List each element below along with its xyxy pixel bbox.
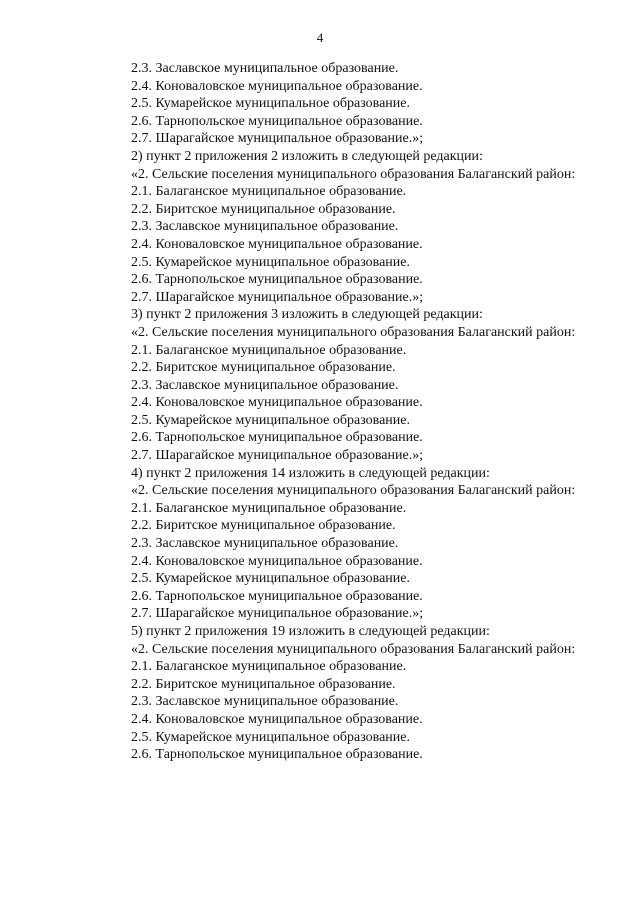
list-item: 2.4. Коноваловское муниципальное образование. [131, 711, 423, 727]
amendment-paragraph: 4) пункт 2 приложения 14 изложить в следующей редакции: [131, 465, 490, 481]
list-item: 2.2. Биритское муниципальное образование. [131, 360, 396, 376]
list-item: 2.5. Кумарейское муниципальное образование. [131, 729, 411, 745]
section-heading: «2. Сельские поселения муниципального образования Балаганский район: [131, 324, 576, 340]
list-item: 2.7. Шарагайское муниципальное образование.»; [131, 131, 424, 147]
list-item: 2.4. Коноваловское муниципальное образование. [131, 553, 423, 569]
list-item: 2.2. Биритское муниципальное образование. [131, 201, 396, 217]
list-item: 2.4. Коноваловское муниципальное образование. [131, 78, 423, 94]
list-item: 2.3. Заславское муниципальное образование. [131, 536, 399, 552]
list-item: 2.3. Заславское муниципальное образование. [131, 61, 399, 76]
list-item: 2.6. Тарнопольское муниципальное образование. [131, 113, 423, 129]
list-item: 2.2. Биритское муниципальное образование. [131, 518, 396, 534]
list-item: 2.2. Биритское муниципальное образование. [131, 676, 396, 692]
document-body [94, 60, 582, 764]
list-item: 2.3. Заславское муниципальное образование. [131, 694, 399, 710]
amendment-paragraph: 5) пункт 2 приложения 19 изложить в следующей редакции: [131, 624, 490, 639]
list-item: 2.7. Шарагайское муниципальное образование.»; [131, 448, 424, 464]
section-heading: «2. Сельские поселения муниципального образования Балаганский район: [131, 641, 576, 657]
list-item: 2.5. Кумарейское муниципальное образование. [131, 254, 411, 270]
list-item: 2.5. Кумарейское муниципальное образование. [131, 412, 411, 428]
list-item: 2.6. Тарнопольское муниципальное образование. [131, 430, 423, 446]
list-item: 2.4. Коноваловское муниципальное образование. [131, 236, 423, 252]
list-item: 2.1. Балаганское муниципальное образование. [131, 184, 407, 200]
list-item: 2.1. Балаганское муниципальное образование. [131, 500, 407, 516]
list-item: 2.1. Балаганское муниципальное образование. [131, 342, 407, 358]
list-item: 2.6. Тарнопольское муниципальное образование. [131, 747, 423, 763]
section-heading: «2. Сельские поселения муниципального образования Балаганский район: [131, 166, 576, 182]
list-item: 2.3. Заславское муниципальное образование. [131, 219, 399, 235]
list-item: 2.1. Балаганское муниципальное образование. [131, 659, 407, 675]
page-number: 4 [316, 30, 324, 45]
amendment-paragraph: 2) пункт 2 приложения 2 изложить в следующей редакции: [131, 148, 483, 164]
list-item: 2.7. Шарагайское муниципальное образование.»; [131, 289, 424, 305]
list-item: 2.3. Заславское муниципальное образование. [131, 377, 399, 393]
section-heading: «2. Сельские поселения муниципального образования Балаганский район: [131, 483, 576, 499]
list-item: 2.7. Шарагайское муниципальное образование.»; [131, 606, 424, 622]
list-item: 2.6. Тарнопольское муниципальное образование. [131, 588, 423, 604]
amendment-paragraph: 3) пункт 2 приложения 3 изложить в следующей редакции: [131, 307, 483, 323]
list-item: 2.4. Коноваловское муниципальное образование. [131, 395, 423, 411]
list-item: 2.5. Кумарейское муниципальное образование. [131, 96, 411, 112]
list-item: 2.5. Кумарейское муниципальное образование. [131, 571, 411, 587]
list-item: 2.6. Тарнопольское муниципальное образование. [131, 272, 423, 288]
